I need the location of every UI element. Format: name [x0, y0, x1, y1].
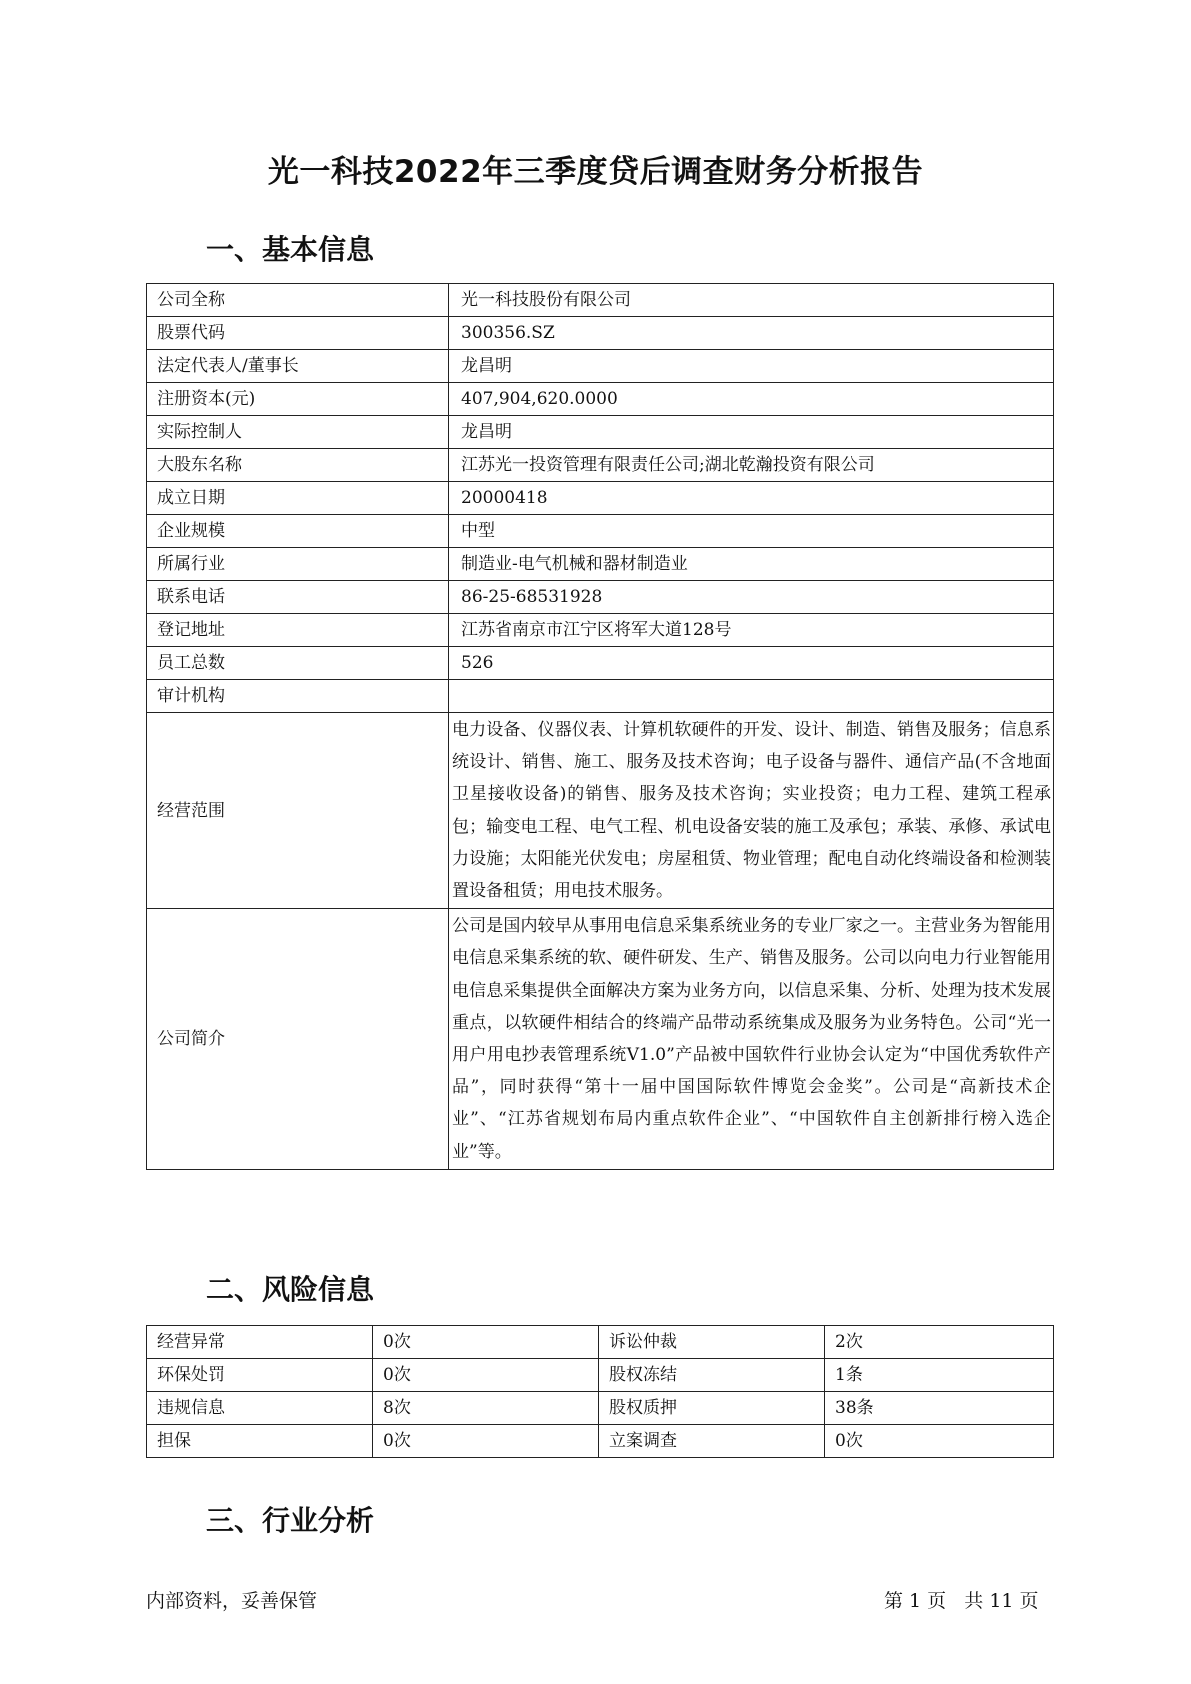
risk-value: 2次: [825, 1326, 1054, 1359]
table-row: [147, 647, 1054, 680]
business-scope-row: [147, 713, 1054, 909]
risk-label: 股权质押: [599, 1392, 825, 1425]
field-value: 300356.SZ: [449, 317, 1054, 350]
field-value: [449, 680, 1054, 713]
risk-value: 38条: [825, 1392, 1054, 1425]
risk-info-table: [146, 1325, 1054, 1458]
business-scope-text: 电力设备、仪器仪表、计算机软硬件的开发、设计、制造、销售及服务；信息系统设计、销售、施工、服务及技术咨询；电子设备与器件、通信产品(不含地面卫星接收设备)的销售、服务及技术咨询；实业投资；电力工程、建筑工程承包；输变电工程、电气工程、机电设备安装的施工及承包；承装、承修、承试电力设施；太阳能光伏发电；房屋租赁、物业管理；配电自动化终端设备和检测装置设备租赁；用电技术服务。: [449, 713, 1054, 909]
risk-value: 0次: [373, 1326, 599, 1359]
field-label: 公司全称: [147, 284, 449, 317]
risk-value: 8次: [373, 1392, 599, 1425]
field-value: 20000418: [449, 482, 1054, 515]
risk-value: 1条: [825, 1359, 1054, 1392]
field-value: 龙昌明: [449, 416, 1054, 449]
footer-page-number: 第 1 页 共 11 页: [884, 1590, 1039, 1612]
field-value: 407,904,620.0000: [449, 383, 1054, 416]
risk-label: 担保: [147, 1425, 373, 1458]
table-row: [147, 317, 1054, 350]
section-heading-basic-info: 一、基本信息: [206, 233, 375, 266]
field-value: 江苏光一投资管理有限责任公司;湖北乾瀚投资有限公司: [449, 449, 1054, 482]
table-row: [147, 1359, 1054, 1392]
field-value: 526: [449, 647, 1054, 680]
table-row: [147, 614, 1054, 647]
table-row: [147, 1392, 1054, 1425]
table-row: [147, 680, 1054, 713]
document-title: 光一科技2022年三季度贷后调查财务分析报告: [267, 154, 924, 190]
table-row: [147, 1425, 1054, 1458]
basic-info-table: [146, 283, 1054, 1170]
table-row: [147, 449, 1054, 482]
risk-value: 0次: [373, 1359, 599, 1392]
field-value: 制造业-电气机械和器材制造业: [449, 548, 1054, 581]
table-row: [147, 383, 1054, 416]
field-label: 注册资本(元): [147, 383, 449, 416]
risk-label: 环保处罚: [147, 1359, 373, 1392]
risk-value: 0次: [825, 1425, 1054, 1458]
risk-label: 立案调查: [599, 1425, 825, 1458]
risk-label: 经营异常: [147, 1326, 373, 1359]
table-row: [147, 581, 1054, 614]
risk-label: 股权冻结: [599, 1359, 825, 1392]
field-label: 审计机构: [147, 680, 449, 713]
table-row: [147, 548, 1054, 581]
field-label: 实际控制人: [147, 416, 449, 449]
risk-value: 0次: [373, 1425, 599, 1458]
table-row: [147, 515, 1054, 548]
table-row: [147, 350, 1054, 383]
risk-label: 诉讼仲裁: [599, 1326, 825, 1359]
field-label: 法定代表人/董事长: [147, 350, 449, 383]
company-profile-row: [147, 909, 1054, 1170]
field-label: 企业规模: [147, 515, 449, 548]
field-label: 大股东名称: [147, 449, 449, 482]
field-label: 成立日期: [147, 482, 449, 515]
section-heading-industry-analysis: 三、行业分析: [206, 1504, 375, 1537]
table-row: [147, 284, 1054, 317]
field-value: 光一科技股份有限公司: [449, 284, 1054, 317]
field-value: 龙昌明: [449, 350, 1054, 383]
company-profile-label: 公司简介: [147, 909, 449, 1170]
field-label: 所属行业: [147, 548, 449, 581]
field-value: 中型: [449, 515, 1054, 548]
risk-label: 违规信息: [147, 1392, 373, 1425]
business-scope-label: 经营范围: [147, 713, 449, 909]
field-label: 股票代码: [147, 317, 449, 350]
table-row: [147, 482, 1054, 515]
section-heading-risk-info: 二、风险信息: [206, 1273, 375, 1306]
field-label: 员工总数: [147, 647, 449, 680]
field-value: 江苏省南京市江宁区将军大道128号: [449, 614, 1054, 647]
field-value: 86-25-68531928: [449, 581, 1054, 614]
field-label: 联系电话: [147, 581, 449, 614]
field-label: 登记地址: [147, 614, 449, 647]
table-row: [147, 1326, 1054, 1359]
footer-confidential-note: 内部资料，妥善保管: [146, 1590, 318, 1612]
company-profile-text: 公司是国内较早从事用电信息采集系统业务的专业厂家之一。主营业务为智能用电信息采集系统的软、硬件研发、生产、销售及服务。公司以向电力行业智能用电信息采集提供全面解决方案为业务方向，以信息采集、分析、处理为技术发展重点，以软硬件相结合的终端产品带动系统集成及服务为业务特色。公司“光一用户用电抄表管理系统V1.0”产品被中国软件行业协会认定为“中国优秀软件产品”，同时获得“第十一届中国国际软件博览会金奖”。公司是“高新技术企业”、“江苏省规划布局内重点软件企业”、“中国软件自主创新排行榜入选企业”等。: [449, 909, 1054, 1170]
table-row: [147, 416, 1054, 449]
